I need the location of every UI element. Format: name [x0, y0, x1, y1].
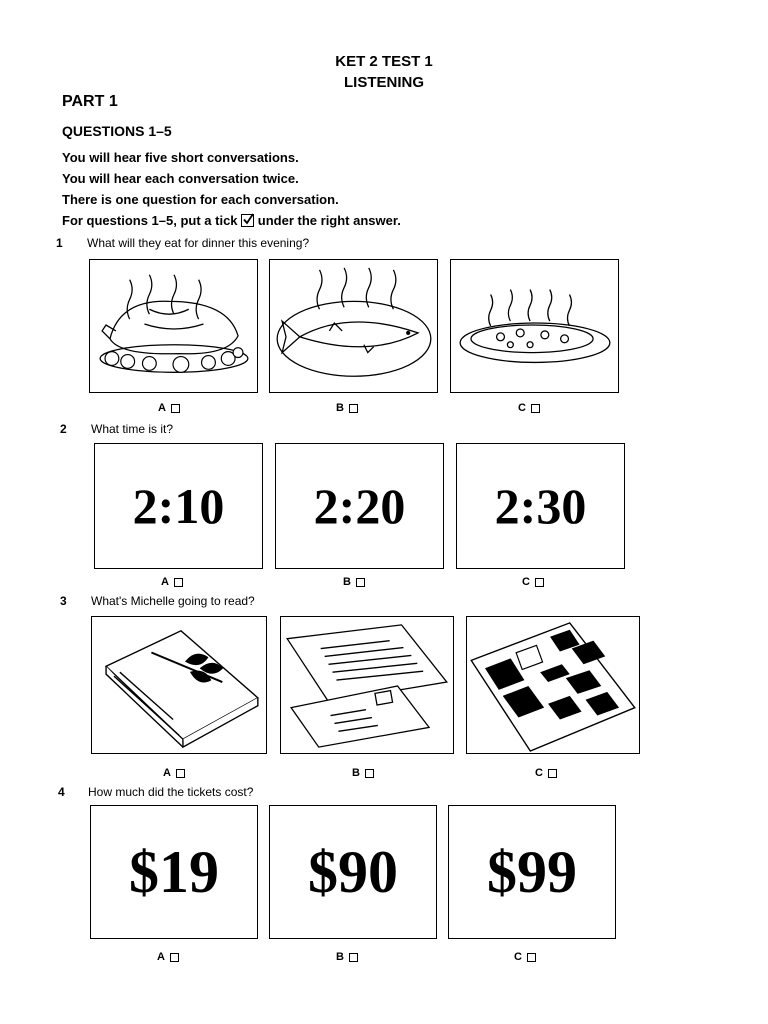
title-line-2: LISTENING — [343, 74, 424, 91]
q2-option-c[interactable]: C — [522, 576, 544, 588]
magazine-icon — [467, 617, 639, 753]
question-3-number: 3 — [60, 594, 67, 608]
q4-answer-c: $99 — [448, 805, 616, 939]
question-4-text: How much did the tickets cost? — [88, 785, 254, 799]
q4-answer-b: $90 — [269, 805, 437, 939]
checkbox[interactable] — [176, 769, 185, 778]
q2-answer-c: 2:30 — [456, 443, 625, 569]
q4-answer-a: $19 — [90, 805, 258, 939]
q3-picture-c-magazine — [466, 616, 640, 754]
q3-option-a[interactable]: A — [163, 767, 185, 779]
tick-icon — [241, 214, 254, 227]
letter-icon — [281, 617, 453, 753]
checkbox[interactable] — [349, 404, 358, 413]
checkbox[interactable] — [527, 953, 536, 962]
q1-option-c[interactable]: C — [518, 402, 540, 414]
title-line-1: KET 2 TEST 1 — [335, 53, 433, 70]
checkbox[interactable] — [531, 404, 540, 413]
instruction-4 — [62, 213, 401, 228]
question-1-number: 1 — [56, 236, 63, 250]
q4-option-b[interactable]: B — [336, 951, 358, 963]
checkbox[interactable] — [174, 578, 183, 587]
roast-chicken-icon — [90, 260, 257, 392]
q2-answer-b: 2:20 — [275, 443, 444, 569]
checkbox[interactable] — [365, 769, 374, 778]
question-2-number: 2 — [60, 422, 67, 436]
q2-option-a[interactable]: A — [161, 576, 183, 588]
checkbox[interactable] — [170, 953, 179, 962]
q1-picture-a-chicken — [89, 259, 258, 393]
instruction-4-before: For questions 1–5, put a tick — [62, 213, 238, 228]
q4-option-c[interactable]: C — [514, 951, 536, 963]
q3-option-c[interactable]: C — [535, 767, 557, 779]
question-2-text: What time is it? — [91, 422, 174, 436]
q3-picture-a-book — [91, 616, 267, 754]
q1-picture-b-fish — [269, 259, 438, 393]
fish-icon — [270, 260, 437, 392]
question-1-text: What will they eat for dinner this evening? — [87, 236, 310, 250]
instruction-1: You will hear five short conversations. — [62, 150, 299, 165]
instruction-4-after: under the right answer. — [257, 213, 401, 228]
checkbox[interactable] — [349, 953, 358, 962]
q1-picture-c-pizza — [450, 259, 619, 393]
q2-option-b[interactable]: B — [343, 576, 365, 588]
checkbox[interactable] — [548, 769, 557, 778]
questions-heading: QUESTIONS 1–5 — [62, 123, 172, 139]
checkbox[interactable] — [171, 404, 180, 413]
part-heading: PART 1 — [62, 93, 118, 110]
q3-picture-b-letter — [280, 616, 454, 754]
book-icon — [92, 617, 266, 753]
checkbox[interactable] — [535, 578, 544, 587]
q4-option-a[interactable]: A — [157, 951, 179, 963]
q1-option-b[interactable]: B — [336, 402, 358, 414]
instruction-3: There is one question for each conversation. — [62, 192, 339, 207]
pizza-icon — [451, 260, 618, 392]
q2-answer-a: 2:10 — [94, 443, 263, 569]
question-4-number: 4 — [58, 785, 65, 799]
instruction-2: You will hear each conversation twice. — [62, 171, 299, 186]
checkbox[interactable] — [356, 578, 365, 587]
q1-option-a[interactable]: A — [158, 402, 180, 414]
question-3-text: What's Michelle going to read? — [91, 594, 255, 608]
q3-option-b[interactable]: B — [352, 767, 374, 779]
